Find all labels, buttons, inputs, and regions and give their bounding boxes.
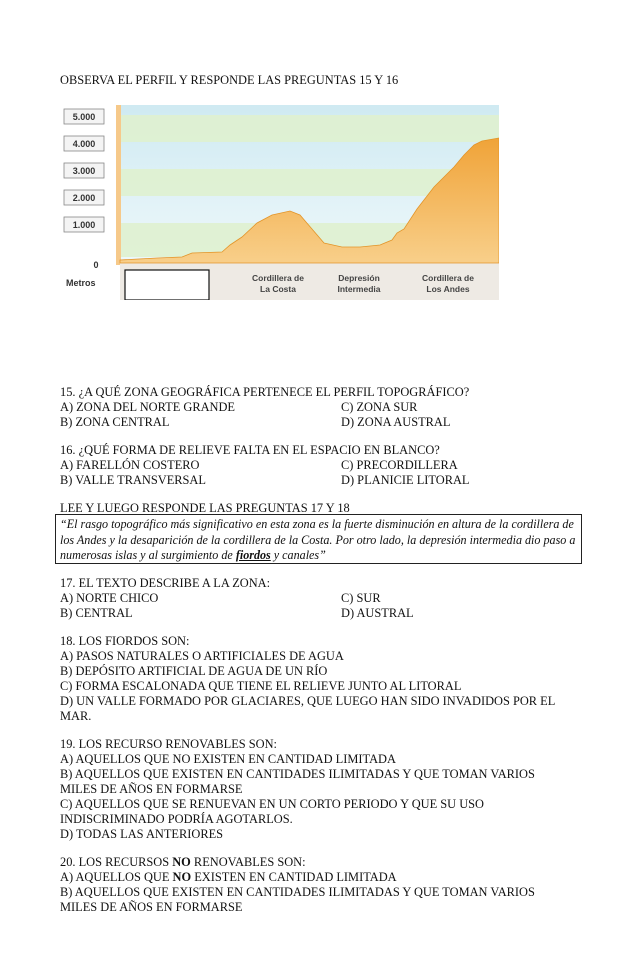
y-tick-1000: 1.000	[72, 220, 96, 230]
q20-a-bold: NO	[172, 870, 192, 884]
q15-option-d: D) ZONA AUSTRAL	[341, 415, 451, 429]
q16-question: 16. ¿QUÉ FORMA DE RELIEVE FALTA EN EL ESPACIO EN BLANCO?	[60, 443, 440, 457]
q20-question-post: RENOVABLES SON:	[190, 855, 306, 869]
quote-text-1: “El rasgo topográfico más significativo en esta zona es la fuerte disminución en altura de la cordillera de los Andes y la desaparición de la cordillera de la Costa. Por otro lado, la depresión intermedia dio paso a numerosas islas y al surgimiento de	[60, 517, 576, 562]
band-4000-5000	[120, 115, 499, 142]
q19-option-b-line1: B) AQUELLOS QUE EXISTEN EN CANTIDADES ILIMITADAS Y QUE TOMAN VARIOS	[60, 767, 535, 781]
q16-option-d: D) PLANICIE LITORAL	[341, 473, 470, 487]
q20-question-pre: 20. LOS RECURSOS	[60, 855, 173, 869]
q18-option-d-line2: MAR.	[60, 709, 92, 723]
q17-option-a: A) NORTE CHICO	[60, 591, 159, 605]
q17-option-d: D) AUSTRAL	[341, 606, 414, 620]
axis-bar	[116, 105, 121, 265]
label-depresion-1: Depresión	[338, 273, 380, 283]
quote-fiordos: fiordos	[235, 548, 271, 562]
reading-quote	[55, 514, 582, 564]
blank-answer-box	[125, 270, 209, 300]
y-tick-5000: 5.000	[72, 112, 96, 122]
q20-question-bold: NO	[172, 855, 191, 869]
label-cordillera-costa-1: Cordillera de	[252, 273, 304, 283]
q16-option-c: C) PRECORDILLERA	[341, 458, 458, 472]
quote-text-2: y canales”	[270, 548, 326, 562]
q15-option-b: B) ZONA CENTRAL	[60, 415, 170, 429]
q18-question: 18. LOS FIORDOS SON:	[60, 634, 190, 648]
q19-question: 19. LOS RECURSO RENOVABLES SON:	[60, 737, 277, 751]
q17-option-b: B) CENTRAL	[60, 606, 133, 620]
q20-option-a	[60, 870, 397, 885]
y-tick-3000: 3.000	[72, 166, 96, 176]
q20-question	[60, 855, 306, 870]
q15-question: 15. ¿A QUÉ ZONA GEOGRÁFICA PERTENECE EL PERFIL TOPOGRÁFICO?	[60, 385, 470, 399]
q19-option-c-line2: INDISCRIMINADO PODRÍA AGOTARLOS.	[60, 812, 293, 826]
label-cordillera-andes-1: Cordillera de	[422, 273, 474, 283]
q18-option-d-line1: D) UN VALLE FORMADO POR GLACIARES, QUE LUEGO HAN SIDO INVADIDOS POR EL	[60, 694, 556, 708]
q17-question: 17. EL TEXTO DESCRIBE A LA ZONA:	[60, 576, 271, 590]
q16-option-a: A) FARELLÓN COSTERO	[60, 458, 200, 472]
y-tick-2000: 2.000	[72, 193, 96, 203]
q19-option-d: D) TODAS LAS ANTERIORES	[60, 827, 224, 841]
y-tick-4000: 4.000	[72, 139, 96, 149]
label-depresion-2: Intermedia	[337, 284, 381, 294]
q19-option-b-line2: MILES DE AÑOS EN FORMARSE	[60, 782, 243, 796]
q15-option-a: A) ZONA DEL NORTE GRANDE	[60, 400, 235, 414]
q20-a-pre: A) AQUELLOS QUE	[60, 870, 173, 884]
y-tick-0: 0	[93, 260, 99, 270]
q20-option-b-line1: B) AQUELLOS QUE EXISTEN EN CANTIDADES ILIMITADAS Y QUE TOMAN VARIOS	[60, 885, 535, 899]
q19-option-c-line1: C) AQUELLOS QUE SE RENUEVAN EN UN CORTO PERIODO Y QUE SU USO	[60, 797, 484, 811]
q19-option-a: A) AQUELLOS QUE NO EXISTEN EN CANTIDAD LIMITADA	[60, 752, 396, 766]
q20-option-b-line2: MILES DE AÑOS EN FORMARSE	[60, 900, 243, 914]
q18-option-c: C) FORMA ESCALONADA QUE TIENE EL RELIEVE JUNTO AL LITORAL	[60, 679, 462, 693]
instruction-profile: OBSERVA EL PERFIL Y RESPONDE LAS PREGUNTAS 15 Y 16	[60, 73, 399, 87]
label-cordillera-costa-2: La Costa	[260, 284, 296, 294]
reading-instruction: LEE Y LUEGO RESPONDE LAS PREGUNTAS 17 Y 18	[60, 501, 350, 515]
q16-option-b: B) VALLE TRANSVERSAL	[60, 473, 206, 487]
q17-option-c: C) SUR	[341, 591, 381, 605]
label-cordillera-andes-2: Los Andes	[426, 284, 470, 294]
q18-option-a: A) PASOS NATURALES O ARTIFICIALES DE AGUA	[60, 649, 344, 663]
q15-option-c: C) ZONA SUR	[341, 400, 418, 414]
q20-a-post: EXISTEN EN CANTIDAD LIMITADA	[191, 870, 397, 884]
topographic-profile-figure	[62, 105, 499, 300]
y-axis-unit: Metros	[66, 278, 96, 288]
q18-option-b: B) DEPÓSITO ARTIFICIAL DE AGUA DE UN RÍO	[60, 664, 328, 678]
